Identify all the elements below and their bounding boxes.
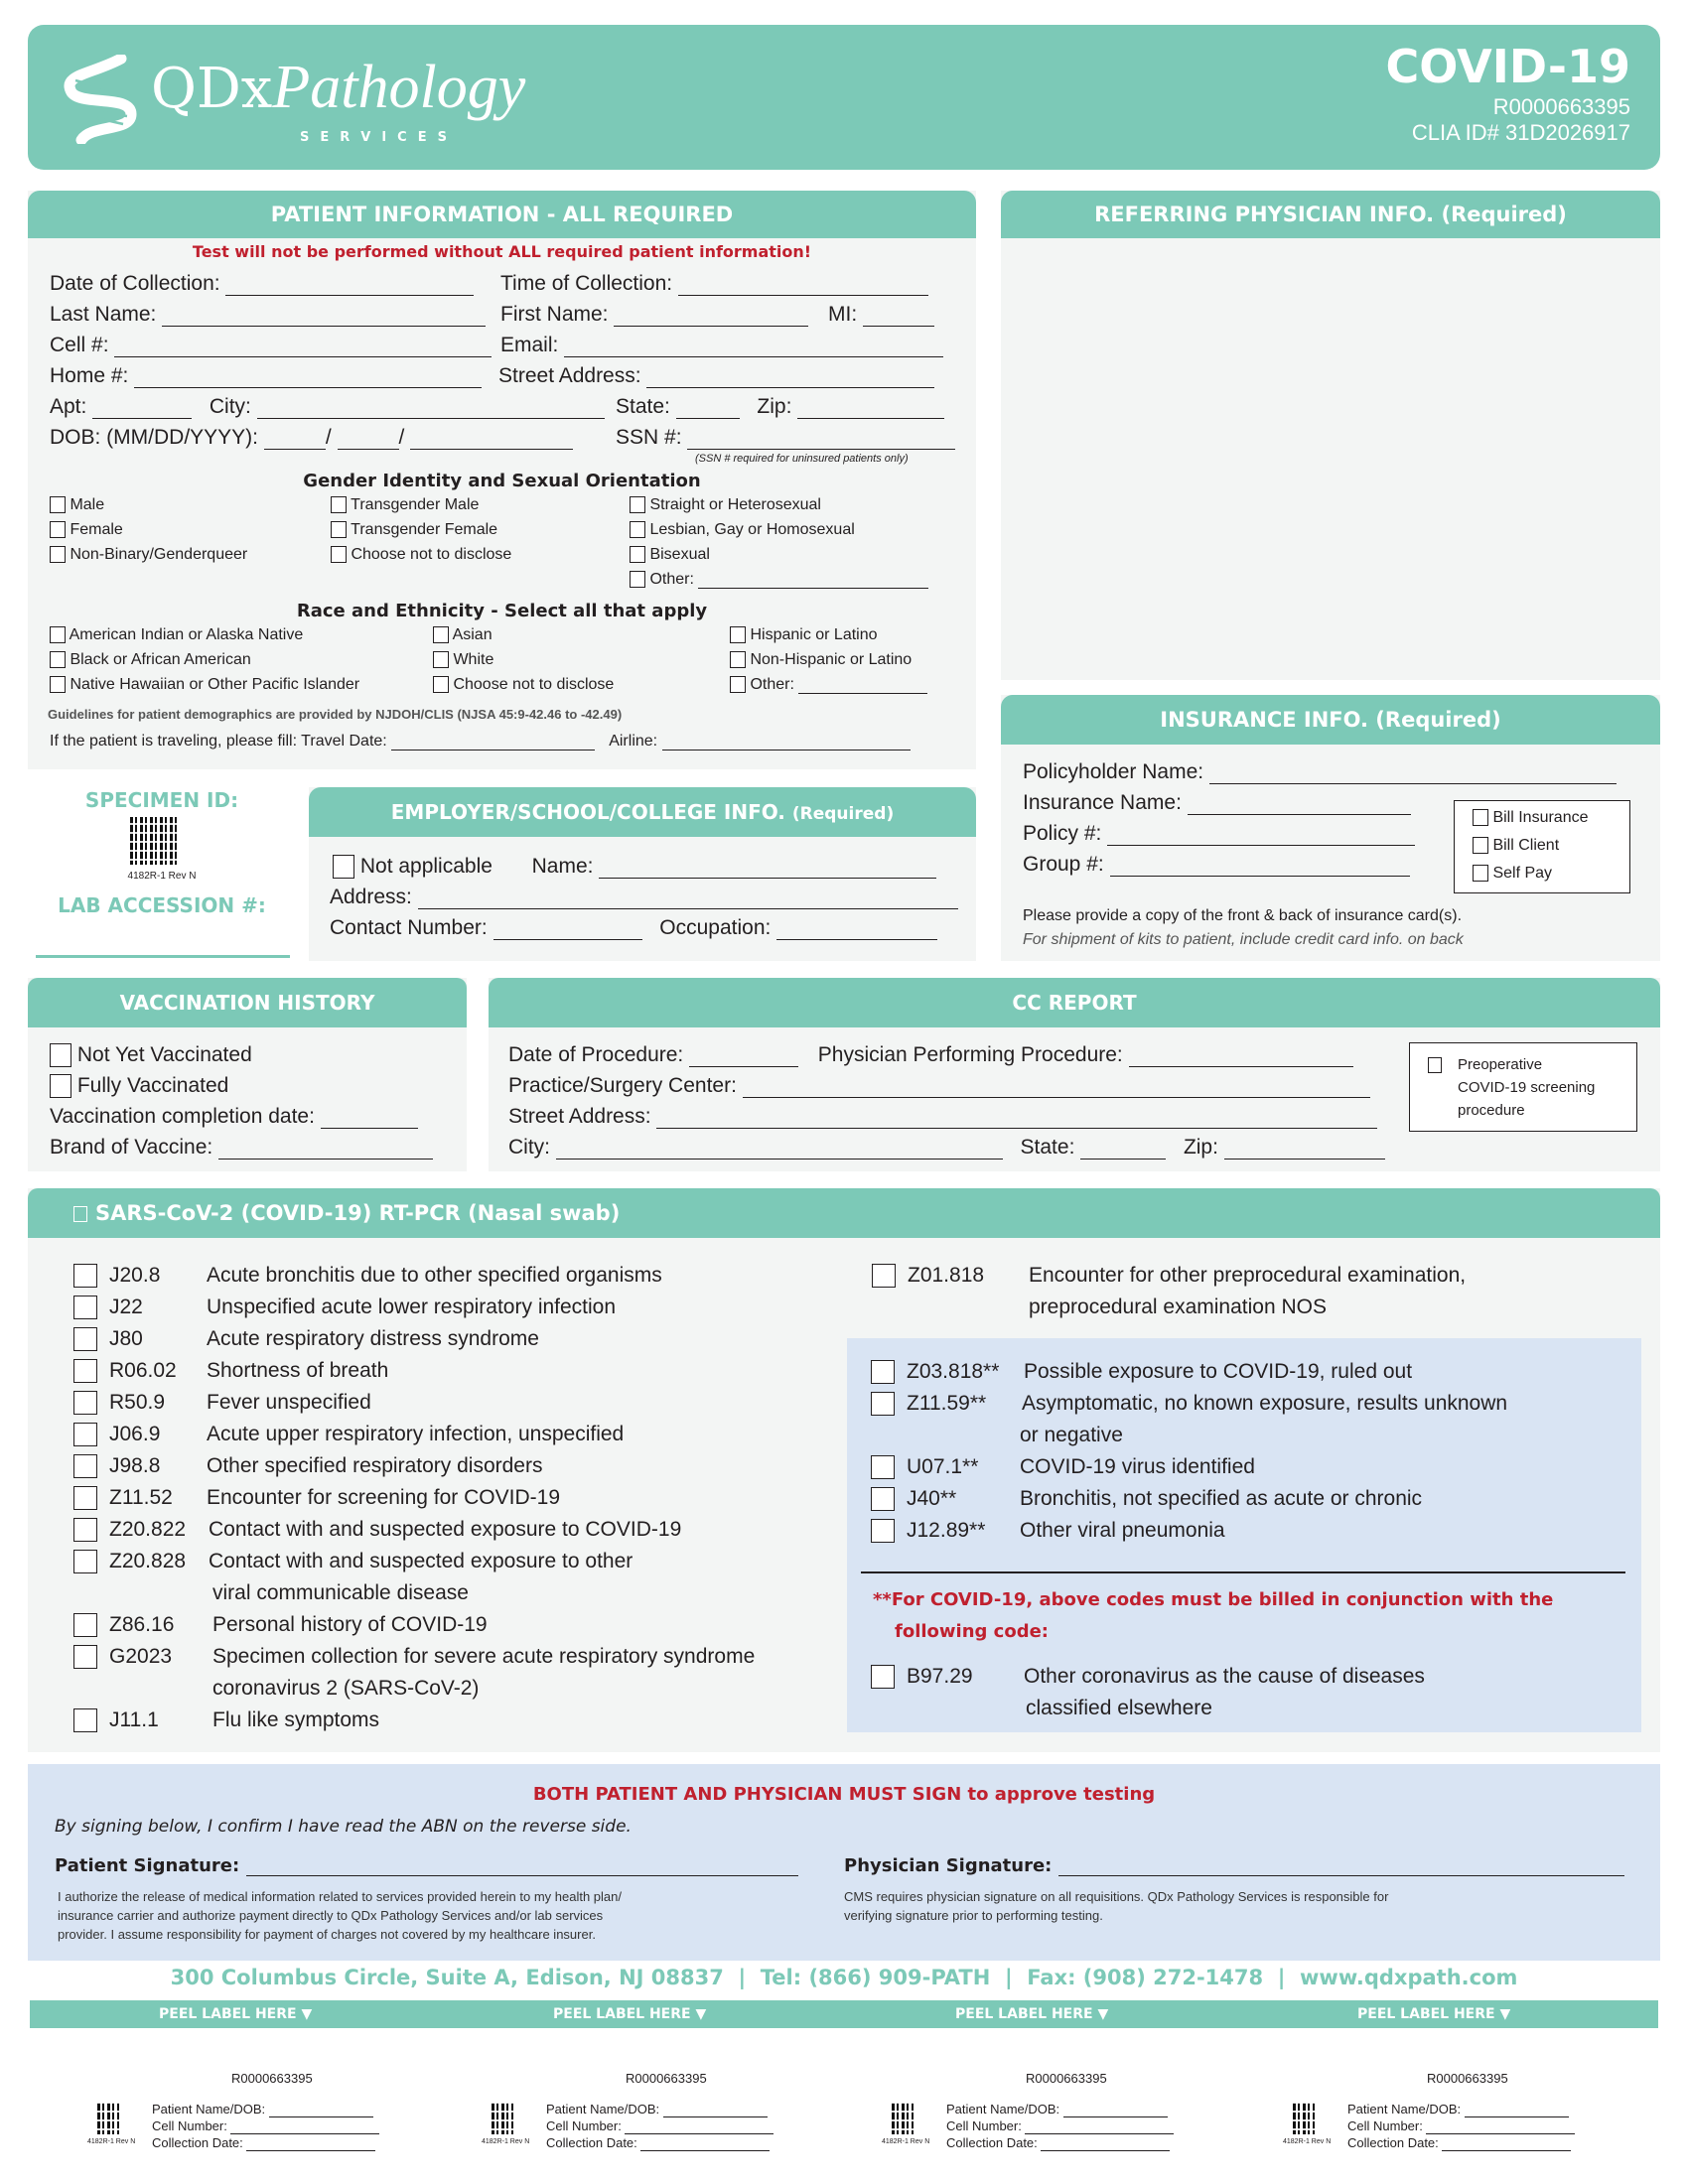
- label-date-field[interactable]: [1442, 2139, 1571, 2151]
- label-name-field[interactable]: [1063, 2106, 1168, 2117]
- date-of-collection-field[interactable]: [225, 277, 474, 296]
- code-checkbox-j06-9[interactable]: [73, 1423, 97, 1446]
- cc-zip-label: Zip:: [1183, 1136, 1218, 1159]
- nonbinary-checkbox[interactable]: [50, 546, 66, 563]
- lab-accession-field[interactable]: [36, 955, 290, 958]
- cc-city-field[interactable]: [556, 1141, 1003, 1160]
- non-hispanic-checkbox[interactable]: [730, 651, 746, 668]
- physician-signature-label: Physician Signature:: [844, 1855, 1053, 1876]
- email-label: Email:: [500, 334, 559, 356]
- male-checkbox[interactable]: [50, 496, 66, 513]
- peel-label-card-2: R0000663395 4182R-1 Rev N Patient Name/DOB: Cell Number: Collection Date:: [482, 2065, 809, 2174]
- patient-authorization-text: I authorize the release of medical information related to services provided herein to my health plan/ insurance carrier and authorize payment directly to QDx Pathology Services and/or lab services provider. I assume responsibility for payment of charges not covered by my healthcare insurer.: [58, 1889, 622, 1942]
- race-title: Race and Ethnicity - Select all that apply: [296, 601, 708, 621]
- label-cell-field[interactable]: [230, 2122, 379, 2134]
- test-panel: [28, 1188, 1660, 1752]
- straight-checkbox[interactable]: [630, 496, 645, 513]
- pacific-islander-checkbox[interactable]: [50, 676, 66, 693]
- employer-panel: [309, 787, 976, 961]
- patient-signature-label: Patient Signature:: [55, 1855, 240, 1876]
- patient-info-panel: PATIENT INFORMATION - ALL REQUIRED Test will not be performed without ALL required patient information! Date of Collection: Time of Collection: Last Name: First Name: MI: Cell #: Email: Home #: Street Address: Apt: City: State: Zip: DOB: (MM/DD/YYYY): / / SSN #: (SSN # required for uninsured patients only) Gender Identity and Sexual Orientation Male Female Non-Binary/Genderqueer Transgender Male Transgender Female Choose not to disclose Straight or Heterosexual Lesbian, Gay or Homosexual Bisexual Other: Race and Ethnicity - Select all that apply American Indian or Alaska Native Black or African American Native Hawaiian or Other Pacific Islander Asian White Choose not to disclose Hispanic or Latino Non-Hispanic or Latino Other: Guidelines for patient demographics are provided by NJDOH/CLIS (NJSA 45:9-42.46 to -42.49) If the patient is traveling, please fill: Travel Date: Airline:: [28, 191, 976, 769]
- travel-date-label: If the patient is traveling, please fill: Travel Date:: [50, 733, 387, 750]
- logo: [52, 51, 568, 150]
- shipment-note: For shipment of kits to patient, include credit card info. on back: [1023, 931, 1464, 948]
- cc-zip-field[interactable]: [1224, 1141, 1385, 1160]
- home-label: Home #:: [50, 364, 129, 387]
- label-barcode-icon: [1293, 2103, 1315, 2134]
- b97-29-item: B97.29 Other coronavirus as the cause of diseases classified elsewhere: [871, 1661, 1625, 1724]
- preop-box: Preoperative COVID-19 screening procedure: [1409, 1042, 1637, 1132]
- last-name-label: Last Name:: [50, 303, 157, 326]
- code-checkbox-z20-822[interactable]: [73, 1518, 97, 1542]
- billing-note: **For COVID-19, above codes must be billed in conjunction with the following code:: [873, 1589, 1554, 1642]
- label-name-field[interactable]: [269, 2106, 373, 2117]
- dob-month-field[interactable]: [264, 431, 326, 450]
- occupation-label: Occupation:: [659, 916, 772, 939]
- label-date-field[interactable]: [246, 2139, 375, 2151]
- asian-checkbox[interactable]: [433, 626, 449, 643]
- label-date-field[interactable]: [640, 2139, 770, 2151]
- gender-title: Gender Identity and Sexual Orientation: [303, 471, 701, 491]
- preop-checkbox[interactable]: [1428, 1057, 1442, 1073]
- specimen-barcode-icon: [130, 817, 178, 865]
- bill-insurance-checkbox[interactable]: [1473, 809, 1488, 826]
- cell-label: Cell #:: [50, 334, 109, 356]
- requisition-id: R0000663395: [1492, 94, 1630, 119]
- completion-date-label: Vaccination completion date:: [50, 1105, 315, 1128]
- insurance-panel: [1001, 695, 1660, 961]
- physician-signature-field[interactable]: [1058, 1857, 1624, 1876]
- label-date-field[interactable]: [1041, 2139, 1170, 2151]
- contact-number-label: Contact Number:: [330, 916, 488, 939]
- zip-field[interactable]: [797, 400, 944, 419]
- referring-physician-area[interactable]: [1001, 238, 1660, 680]
- label-barcode-icon: [97, 2103, 119, 2134]
- signature-heading: BOTH PATIENT AND PHYSICIAN MUST SIGN to approve testing: [532, 1784, 1156, 1805]
- street-field[interactable]: [646, 369, 934, 388]
- label-cell-field[interactable]: [1426, 2122, 1575, 2134]
- self-pay-checkbox[interactable]: [1473, 865, 1488, 882]
- fully-vaccinated-checkbox[interactable]: [50, 1074, 71, 1098]
- airline-label: Airline:: [609, 733, 658, 750]
- specimen-code: 4182R-1 Rev N: [127, 871, 197, 882]
- dob-day-field[interactable]: [338, 431, 399, 450]
- gender-col2: Transgender Male Transgender Female Choose not to disclose: [331, 496, 511, 571]
- cc-street-label: Street Address:: [508, 1105, 651, 1128]
- code-checkbox-z86-16[interactable]: [73, 1613, 97, 1637]
- employer-address-field[interactable]: [418, 890, 958, 909]
- practice-label: Practice/Surgery Center:: [508, 1074, 737, 1097]
- clia-id: CLIA ID# 31D2026917: [1411, 120, 1630, 145]
- guidelines-note: Guidelines for patient demographics are provided by NJDOH/CLIS (NJSA 45:9-42.46 to -42.49): [48, 707, 623, 722]
- policy-label: Policy #:: [1023, 822, 1102, 845]
- not-applicable-checkbox[interactable]: [333, 855, 354, 879]
- employer-name-field[interactable]: [599, 860, 936, 879]
- code-checkbox-z11-52[interactable]: [73, 1486, 97, 1510]
- policyholder-label: Policyholder Name:: [1023, 760, 1204, 783]
- code-checkbox-z01-818[interactable]: [872, 1264, 896, 1288]
- test-select-checkbox[interactable]: [73, 1206, 87, 1222]
- peel-label-1: PEEL LABEL HERE ▼: [159, 2006, 313, 2022]
- transgender-male-checkbox[interactable]: [331, 496, 347, 513]
- not-yet-vaccinated-checkbox[interactable]: [50, 1043, 71, 1067]
- brand-label: Brand of Vaccine:: [50, 1136, 213, 1159]
- code-checkbox-j22[interactable]: [73, 1296, 97, 1319]
- apt-field[interactable]: [92, 400, 192, 419]
- practice-field[interactable]: [743, 1079, 1370, 1098]
- vaccination-panel: VACCINATION HISTORY Not Yet Vaccinated Fully Vaccinated Vaccination completion date: Brand of Vaccine:: [28, 978, 467, 1171]
- right-code-list: Z03.818** Possible exposure to COVID-19, ruled out Z11.59** Asymptomatic, no known exposure, results unknown or negative U07.1** COVID-19 virus identified J40** Bronchitis, not specified as acute or chronic J12.89** Other viral pneumonia: [871, 1356, 1625, 1547]
- code-checkbox-r50-9[interactable]: [73, 1391, 97, 1415]
- physician-performing-label: Physician Performing Procedure:: [817, 1043, 1123, 1066]
- bisexual-checkbox[interactable]: [630, 546, 645, 563]
- employer-name-label: Name:: [531, 855, 594, 878]
- peel-label-card-3: R0000663395 4182R-1 Rev N Patient Name/DOB: Cell Number: Collection Date:: [882, 2065, 1209, 2174]
- code-checkbox-j11-1[interactable]: [73, 1708, 97, 1732]
- black-checkbox[interactable]: [50, 651, 66, 668]
- email-field[interactable]: [564, 339, 943, 357]
- header-banner: [28, 25, 1660, 170]
- orientation-other-field[interactable]: [698, 574, 928, 589]
- referring-physician-title: REFERRING PHYSICIAN INFO. (Required): [1001, 191, 1660, 238]
- city-label: City:: [209, 395, 251, 418]
- gender-col3: Straight or Heterosexual Lesbian, Gay or Homosexual Bisexual Other:: [630, 496, 928, 596]
- lab-accession-label: LAB ACCESSION #:: [58, 893, 266, 917]
- label-barcode-icon: [492, 2103, 513, 2134]
- ssn-note: (SSN # required for uninsured patients only): [695, 453, 909, 465]
- left-code-list: J20.8 Acute bronchitis due to other specified organisms J22 Unspecified acute lower respiratory infection J80 Acute respiratory distress syndrome R06.02 Shortness of breath R50.9 Fever unspecified J06.9 Acute upper respiratory infection, unspecified J98.8 Other specified respiratory disorders Z11.52 Encounter for screening for COVID-19 Z20.822 Contact with and suspected exposure to COVID-19 Z20.828 Contact with and suspected exposure to other viral communicable disease Z86.16 Personal history of COVID-19 G2023 Specimen collection for severe acute respiratory syndrome coronavirus 2 (SARS-CoV-2) J11.1 Flu like symptoms: [73, 1260, 848, 1736]
- home-field[interactable]: [134, 369, 482, 388]
- race-other-checkbox[interactable]: [730, 676, 746, 693]
- american-indian-checkbox[interactable]: [50, 626, 66, 643]
- insurance-name-label: Insurance Name:: [1023, 791, 1182, 814]
- code-checkbox-g2023[interactable]: [73, 1645, 97, 1669]
- race-not-disclose-checkbox[interactable]: [433, 676, 449, 693]
- date-of-procedure-field[interactable]: [689, 1048, 798, 1067]
- insurance-title: INSURANCE INFO. (Required): [1001, 695, 1660, 745]
- code-checkbox-z03-818[interactable]: [871, 1360, 895, 1384]
- cc-city-label: City:: [508, 1136, 550, 1159]
- code-checkbox-j40[interactable]: [871, 1487, 895, 1511]
- female-checkbox[interactable]: [50, 521, 66, 538]
- code-checkbox-u07-1[interactable]: [871, 1455, 895, 1479]
- ssn-label: SSN #:: [616, 426, 682, 449]
- referring-physician-panel: [1001, 191, 1660, 680]
- z01-818-item: Z01.818 Encounter for other preprocedural examination, preprocedural examination NOS: [872, 1260, 1646, 1323]
- race-col2: Asian White Choose not to disclose: [433, 626, 614, 701]
- peel-bar: [30, 2000, 1658, 2028]
- group-field[interactable]: [1110, 858, 1410, 877]
- covid-codes-box: [847, 1338, 1641, 1732]
- label-name-field[interactable]: [663, 2106, 768, 2117]
- white-checkbox[interactable]: [433, 651, 449, 668]
- mi-label: MI:: [828, 303, 858, 326]
- employer-address-label: Address:: [330, 886, 412, 908]
- physician-performing-field[interactable]: [1129, 1048, 1353, 1067]
- transgender-female-checkbox[interactable]: [331, 521, 347, 538]
- code-checkbox-j98-8[interactable]: [73, 1454, 97, 1478]
- policy-field[interactable]: [1107, 827, 1415, 846]
- policyholder-field[interactable]: [1209, 765, 1617, 784]
- dob-year-field[interactable]: [410, 431, 573, 450]
- code-checkbox-j12-89[interactable]: [871, 1519, 895, 1543]
- street-label: Street Address:: [498, 364, 641, 387]
- logo-script: Pathology: [272, 54, 526, 121]
- code-checkbox-j20-8[interactable]: [73, 1264, 97, 1288]
- last-name-field[interactable]: [162, 308, 486, 327]
- insurance-name-field[interactable]: [1188, 796, 1411, 815]
- date-of-collection-label: Date of Collection:: [50, 272, 220, 295]
- hispanic-checkbox[interactable]: [730, 626, 746, 643]
- specimen-id-label: SPECIMEN ID:: [84, 788, 239, 812]
- label-name-field[interactable]: [1465, 2106, 1569, 2117]
- ssn-field[interactable]: [687, 431, 955, 450]
- state-field[interactable]: [676, 400, 740, 419]
- cc-state-label: State:: [1020, 1136, 1075, 1159]
- lgh-checkbox[interactable]: [630, 521, 645, 538]
- occupation-field[interactable]: [776, 921, 937, 940]
- peel-label-3: PEEL LABEL HERE ▼: [955, 2006, 1109, 2022]
- date-of-procedure-label: Date of Procedure:: [508, 1043, 684, 1066]
- insurance-card-note: Please provide a copy of the front & back of insurance card(s).: [1023, 907, 1463, 924]
- test-title-bar: SARS-CoV-2 (COVID-19) RT-PCR (Nasal swab): [28, 1188, 1660, 1238]
- patient-signature-field[interactable]: [246, 1857, 798, 1876]
- cell-field[interactable]: [114, 339, 492, 357]
- first-name-label: First Name:: [500, 303, 609, 326]
- group-label: Group #:: [1023, 853, 1104, 876]
- airline-field[interactable]: [662, 736, 911, 751]
- code-checkbox-b97-29[interactable]: [871, 1665, 895, 1689]
- time-of-collection-label: Time of Collection:: [500, 272, 673, 295]
- cc-report-title: CC REPORT: [489, 978, 1660, 1027]
- city-field[interactable]: [257, 400, 605, 419]
- footer-address: 300 Columbus Circle, Suite A, Edison, NJ 08837 | Tel: (866) 909-PATH | Fax: (908) 272-1478 | www.qdxpath.com: [170, 1966, 1518, 1989]
- travel-date-field[interactable]: [391, 736, 595, 751]
- dna-helix-icon: [52, 55, 151, 144]
- peel-label-card-4: R0000663395 4182R-1 Rev N Patient Name/DOB: Cell Number: Collection Date:: [1283, 2065, 1611, 2174]
- brand-field[interactable]: [218, 1141, 433, 1160]
- cc-report-panel: [489, 978, 1660, 1171]
- label-barcode-icon: [892, 2103, 914, 2134]
- race-other-field[interactable]: [798, 679, 927, 694]
- logo-sub: SERVICES: [300, 130, 458, 145]
- race-col1: American Indian or Alaska Native Black or African American Native Hawaiian or Other Pacific Islander: [50, 626, 359, 701]
- code-checkbox-j80[interactable]: [73, 1327, 97, 1351]
- logo-main: QDx: [151, 57, 273, 121]
- completion-date-field[interactable]: [321, 1110, 418, 1129]
- divider: [861, 1571, 1625, 1573]
- vaccination-title: VACCINATION HISTORY: [28, 978, 467, 1027]
- label-cell-field[interactable]: [625, 2122, 774, 2134]
- cc-street-field[interactable]: [656, 1110, 1377, 1129]
- mi-field[interactable]: [863, 308, 934, 327]
- time-of-collection-field[interactable]: [678, 277, 928, 296]
- peel-label-2: PEEL LABEL HERE ▼: [553, 2006, 707, 2022]
- orientation-other-checkbox[interactable]: [630, 571, 645, 588]
- state-label: State:: [616, 395, 670, 418]
- peel-label-4: PEEL LABEL HERE ▼: [1357, 2006, 1511, 2022]
- bill-client-checkbox[interactable]: [1473, 837, 1488, 854]
- first-name-field[interactable]: [614, 308, 808, 327]
- physician-cms-text: CMS requires physician signature on all requisitions. QDx Pathology Services is responsible for verifying signature prior to performing testing.: [844, 1889, 1389, 1923]
- apt-label: Apt:: [50, 395, 87, 418]
- zip-label: Zip:: [757, 395, 792, 418]
- billing-options-box: Bill Insurance Bill Client Self Pay: [1454, 800, 1630, 893]
- patient-info-title: PATIENT INFORMATION - ALL REQUIRED: [28, 191, 976, 238]
- peel-label-card-1: R0000663395 4182R-1 Rev N Patient Name/DOB: Cell Number: Collection Date:: [87, 2065, 415, 2174]
- gender-col1: Male Female Non-Binary/Genderqueer: [50, 496, 247, 571]
- contact-number-field[interactable]: [493, 921, 642, 940]
- signature-panel: [28, 1764, 1660, 1961]
- not-applicable-label: Not applicable: [359, 855, 492, 878]
- gender-not-disclose-checkbox[interactable]: [331, 546, 347, 563]
- form-title: COVID-19: [1385, 40, 1630, 93]
- code-checkbox-z11-59[interactable]: [871, 1392, 895, 1416]
- dob-label: DOB: (MM/DD/YYYY):: [50, 426, 259, 449]
- race-col3: Hispanic or Latino Non-Hispanic or Latino Other:: [730, 626, 927, 701]
- employer-title: EMPLOYER/SCHOOL/COLLEGE INFO. (Required): [309, 787, 976, 837]
- label-cell-field[interactable]: [1025, 2122, 1174, 2134]
- cc-state-field[interactable]: [1080, 1141, 1166, 1160]
- code-checkbox-z20-828[interactable]: [73, 1550, 97, 1573]
- code-checkbox-r06-02[interactable]: [73, 1359, 97, 1383]
- abn-statement: By signing below, I confirm I have read the ABN on the reverse side.: [55, 1817, 632, 1837]
- patient-warning: Test will not be performed without ALL required patient information!: [192, 242, 812, 261]
